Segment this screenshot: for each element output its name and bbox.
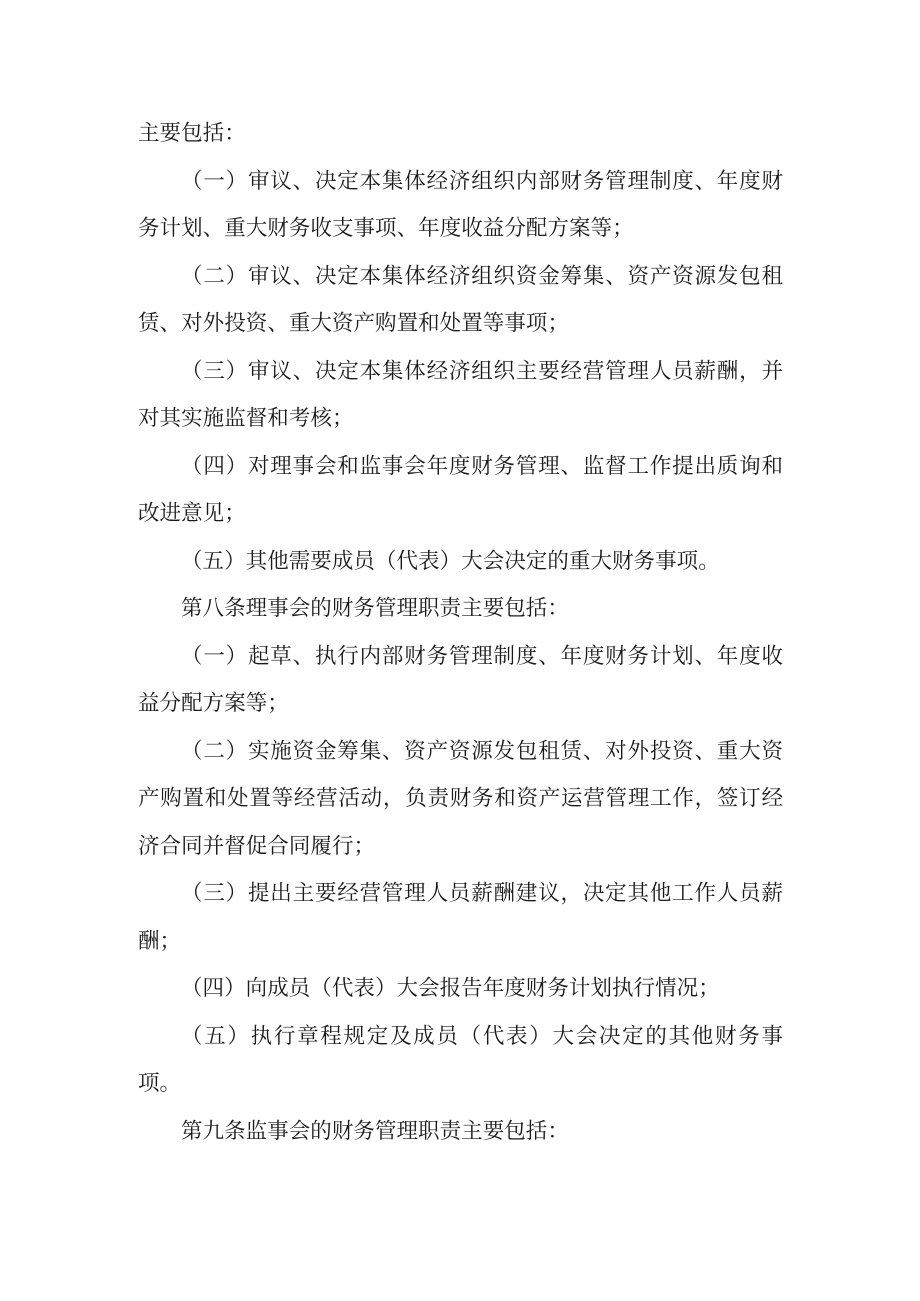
article-8-item-2: （二）实施资金筹集、资产资源发包租赁、对外投资、重大资产购置和处置等经营活动，负责财务和资产运营管理工作，签订经济合同并督促合同履行； [138, 738, 783, 859]
article-8-heading: 第八条理事会的财务管理职责主要包括： [181, 596, 569, 621]
paragraph-item-3: （三）审议、决定本集体经济组织主要经营管理人员薪酬，并对其实施监督和考核； [138, 358, 783, 431]
article-8-item-4: （四）向成员（代表）大会报告年度财务计划执行情况； [181, 976, 720, 1001]
article-9-heading: 第九条监事会的财务管理职责主要包括： [181, 1118, 569, 1144]
article-8-item-1: （一）起草、执行内部财务管理制度、年度财务计划、年度收益分配方案等； [138, 643, 783, 716]
paragraph-item-5: （五）其他需要成员（代表）大会决定的重大财务事项。 [181, 548, 720, 574]
paragraph-item-1: （一）审议、决定本集体经济组织内部财务管理制度、年度财务计划、重大财务收支事项、年度收益分配方案等； [138, 168, 783, 241]
article-8-item-3: （三）提出主要经营管理人员薪酬建议，决定其他工作人员薪酬； [138, 881, 783, 954]
paragraph-continuation: 主要包括： [138, 121, 246, 146]
paragraph-item-2: （二）审议、决定本集体经济组织资金筹集、资产资源发包租赁、对外投资、重大资产购置和处置等事项； [138, 263, 783, 336]
document-body [138, 110, 783, 1155]
article-8-item-5: （五）执行章程规定及成员（代表）大会决定的其他财务事项。 [138, 1023, 783, 1096]
paragraph-item-4: （四）对理事会和监事会年度财务管理、监督工作提出质询和改进意见； [138, 453, 783, 526]
